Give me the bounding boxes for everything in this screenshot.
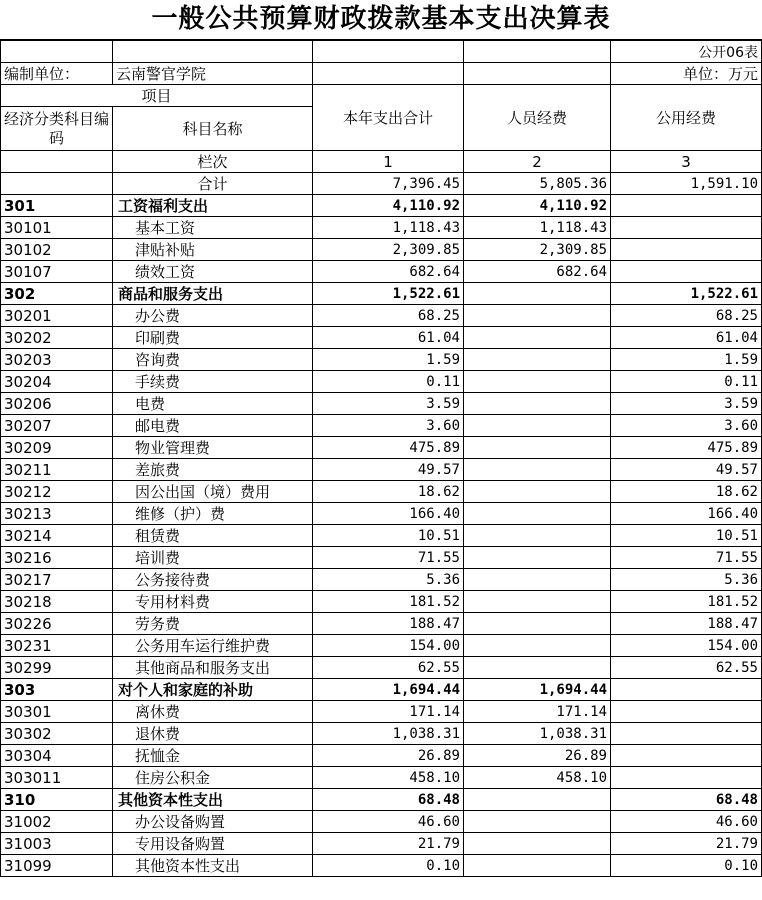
row-total: 181.52 [313, 591, 464, 613]
row-total: 49.57 [313, 459, 464, 481]
row-name: 商品和服务支出 [113, 283, 313, 305]
row-total: 3.60 [313, 415, 464, 437]
row-personnel [464, 349, 611, 371]
table-row [1, 327, 762, 349]
row-personnel [464, 305, 611, 327]
row-code: 30299 [1, 657, 113, 679]
row-code: 31002 [1, 811, 113, 833]
row-public [611, 745, 762, 767]
row-total: 71.55 [313, 547, 464, 569]
row-code: 303 [1, 679, 113, 701]
row-personnel [464, 569, 611, 591]
row-public: 71.55 [611, 547, 762, 569]
row-total: 188.47 [313, 613, 464, 635]
row-personnel: 26.89 [464, 745, 611, 767]
row-name: 办公费 [113, 305, 313, 327]
row-name: 抚恤金 [113, 745, 313, 767]
row-total: 1,038.31 [313, 723, 464, 745]
summary-personnel: 5,805.36 [464, 173, 611, 195]
table-row [1, 569, 762, 591]
table-row [1, 393, 762, 415]
row-public [611, 239, 762, 261]
row-personnel [464, 503, 611, 525]
table-row [1, 217, 762, 239]
row-personnel [464, 437, 611, 459]
row-name: 印刷费 [113, 327, 313, 349]
row-name: 手续费 [113, 371, 313, 393]
row-total: 475.89 [313, 437, 464, 459]
row-name: 专用材料费 [113, 591, 313, 613]
table-row [1, 547, 762, 569]
row-code: 30304 [1, 745, 113, 767]
row-code: 30217 [1, 569, 113, 591]
row-name: 邮电费 [113, 415, 313, 437]
column-index-1: 1 [313, 151, 464, 173]
row-public: 46.60 [611, 811, 762, 833]
row-total: 171.14 [313, 701, 464, 723]
row-public [611, 701, 762, 723]
row-public: 61.04 [611, 327, 762, 349]
table-row [1, 789, 762, 811]
row-name: 其他商品和服务支出 [113, 657, 313, 679]
row-personnel [464, 525, 611, 547]
column-index-row [1, 151, 762, 173]
row-personnel: 4,110.92 [464, 195, 611, 217]
row-total: 1,522.61 [313, 283, 464, 305]
row-name: 物业管理费 [113, 437, 313, 459]
table-row [1, 371, 762, 393]
row-code: 30202 [1, 327, 113, 349]
row-total: 166.40 [313, 503, 464, 525]
row-code: 30107 [1, 261, 113, 283]
row-code: 30102 [1, 239, 113, 261]
row-public: 166.40 [611, 503, 762, 525]
row-public [611, 195, 762, 217]
table-row [1, 437, 762, 459]
row-name: 离休费 [113, 701, 313, 723]
row-code: 30301 [1, 701, 113, 723]
row-name: 对个人和家庭的补助 [113, 679, 313, 701]
row-name: 咨询费 [113, 349, 313, 371]
row-code: 30207 [1, 415, 113, 437]
row-public: 18.62 [611, 481, 762, 503]
row-public: 10.51 [611, 525, 762, 547]
row-total: 61.04 [313, 327, 464, 349]
currency-unit: 单位：万元 [611, 63, 762, 85]
row-public [611, 217, 762, 239]
column-index-3: 3 [611, 151, 762, 173]
row-public: 0.10 [611, 855, 762, 877]
summary-public: 1,591.10 [611, 173, 762, 195]
row-total: 0.10 [313, 855, 464, 877]
row-total: 1.59 [313, 349, 464, 371]
row-personnel [464, 283, 611, 305]
header-public: 公用经费 [611, 85, 762, 151]
table-row [1, 613, 762, 635]
row-public: 68.48 [611, 789, 762, 811]
row-name: 其他资本性支出 [113, 789, 313, 811]
row-code: 30212 [1, 481, 113, 503]
row-code: 302 [1, 283, 113, 305]
row-public [611, 767, 762, 789]
header-total: 本年支出合计 [313, 85, 464, 151]
row-personnel [464, 415, 611, 437]
row-name: 住房公积金 [113, 767, 313, 789]
row-code: 30209 [1, 437, 113, 459]
row-personnel [464, 393, 611, 415]
row-public: 21.79 [611, 833, 762, 855]
row-code: 30206 [1, 393, 113, 415]
table-row [1, 723, 762, 745]
table-row [1, 195, 762, 217]
row-public: 68.25 [611, 305, 762, 327]
row-total: 4,110.92 [313, 195, 464, 217]
table-row [1, 657, 762, 679]
row-total: 10.51 [313, 525, 464, 547]
table-row [1, 591, 762, 613]
row-public [611, 723, 762, 745]
row-code: 31003 [1, 833, 113, 855]
unit-label: 编制单位： [1, 63, 113, 85]
row-code: 30203 [1, 349, 113, 371]
table-row [1, 855, 762, 877]
row-total: 5.36 [313, 569, 464, 591]
row-name: 办公设备购置 [113, 811, 313, 833]
row-personnel: 1,694.44 [464, 679, 611, 701]
row-personnel [464, 547, 611, 569]
row-public: 154.00 [611, 635, 762, 657]
row-name: 维修（护）费 [113, 503, 313, 525]
row-total: 2,309.85 [313, 239, 464, 261]
row-personnel: 1,118.43 [464, 217, 611, 239]
row-code: 30302 [1, 723, 113, 745]
table-row [1, 679, 762, 701]
row-public [611, 679, 762, 701]
row-code: 30216 [1, 547, 113, 569]
row-code: 30204 [1, 371, 113, 393]
unit-name: 云南警官学院 [113, 63, 313, 85]
header-item: 项目 [1, 85, 313, 107]
row-total: 458.10 [313, 767, 464, 789]
row-personnel: 458.10 [464, 767, 611, 789]
row-name: 其他资本性支出 [113, 855, 313, 877]
table-row [1, 525, 762, 547]
row-personnel: 682.64 [464, 261, 611, 283]
row-total: 1,694.44 [313, 679, 464, 701]
row-code: 30213 [1, 503, 113, 525]
row-personnel: 171.14 [464, 701, 611, 723]
form-number-row [1, 41, 762, 63]
row-public [611, 261, 762, 283]
row-personnel: 2,309.85 [464, 239, 611, 261]
table-row [1, 811, 762, 833]
row-personnel [464, 811, 611, 833]
header-personnel: 人员经费 [464, 85, 611, 151]
row-code: 30226 [1, 613, 113, 635]
header-name: 科目名称 [113, 107, 313, 151]
row-public: 1,522.61 [611, 283, 762, 305]
table-row [1, 349, 762, 371]
row-public: 188.47 [611, 613, 762, 635]
expenditure-table [0, 40, 762, 877]
row-public: 62.55 [611, 657, 762, 679]
row-code: 30214 [1, 525, 113, 547]
row-public: 49.57 [611, 459, 762, 481]
table-row [1, 459, 762, 481]
report-title: 一般公共预算财政拨款基本支出决算表 [0, 0, 762, 40]
row-personnel [464, 833, 611, 855]
table-row [1, 635, 762, 657]
table-row [1, 481, 762, 503]
row-name: 租赁费 [113, 525, 313, 547]
row-code: 30101 [1, 217, 113, 239]
row-personnel [464, 789, 611, 811]
row-personnel [464, 371, 611, 393]
table-row [1, 701, 762, 723]
row-total: 46.60 [313, 811, 464, 833]
summary-label: 合计 [113, 173, 313, 195]
row-public: 181.52 [611, 591, 762, 613]
table-row [1, 767, 762, 789]
row-personnel [464, 855, 611, 877]
row-code: 30218 [1, 591, 113, 613]
header-code: 经济分类科目编码 [1, 107, 113, 151]
row-name: 基本工资 [113, 217, 313, 239]
row-public: 3.59 [611, 393, 762, 415]
row-public: 475.89 [611, 437, 762, 459]
form-number: 公开06表 [611, 41, 762, 63]
row-personnel [464, 635, 611, 657]
table-row [1, 503, 762, 525]
unit-row [1, 63, 762, 85]
column-index-2: 2 [464, 151, 611, 173]
summary-row [1, 173, 762, 195]
header-row-1 [1, 85, 762, 107]
row-name: 退休费 [113, 723, 313, 745]
row-personnel [464, 459, 611, 481]
row-code: 301 [1, 195, 113, 217]
row-code: 31099 [1, 855, 113, 877]
table-row [1, 833, 762, 855]
row-code: 303011 [1, 767, 113, 789]
row-public: 3.60 [611, 415, 762, 437]
row-total: 26.89 [313, 745, 464, 767]
row-name: 培训费 [113, 547, 313, 569]
row-public: 1.59 [611, 349, 762, 371]
row-name: 绩效工资 [113, 261, 313, 283]
table-row [1, 415, 762, 437]
table-row [1, 239, 762, 261]
table-row [1, 283, 762, 305]
summary-total: 7,396.45 [313, 173, 464, 195]
row-total: 21.79 [313, 833, 464, 855]
row-total: 68.25 [313, 305, 464, 327]
table-row [1, 745, 762, 767]
row-name: 电费 [113, 393, 313, 415]
row-total: 682.64 [313, 261, 464, 283]
row-name: 公务用车运行维护费 [113, 635, 313, 657]
row-personnel: 1,038.31 [464, 723, 611, 745]
row-total: 62.55 [313, 657, 464, 679]
row-name: 差旅费 [113, 459, 313, 481]
row-total: 68.48 [313, 789, 464, 811]
row-name: 工资福利支出 [113, 195, 313, 217]
table-row [1, 261, 762, 283]
row-personnel [464, 481, 611, 503]
row-name: 劳务费 [113, 613, 313, 635]
row-personnel [464, 327, 611, 349]
row-total: 1,118.43 [313, 217, 464, 239]
row-code: 30231 [1, 635, 113, 657]
row-name: 因公出国（境）费用 [113, 481, 313, 503]
column-index-label: 栏次 [113, 151, 313, 173]
row-code: 310 [1, 789, 113, 811]
row-name: 专用设备购置 [113, 833, 313, 855]
row-personnel [464, 657, 611, 679]
row-personnel [464, 591, 611, 613]
row-total: 154.00 [313, 635, 464, 657]
row-name: 津贴补贴 [113, 239, 313, 261]
row-total: 3.59 [313, 393, 464, 415]
row-total: 18.62 [313, 481, 464, 503]
table-row [1, 305, 762, 327]
row-public: 5.36 [611, 569, 762, 591]
row-code: 30201 [1, 305, 113, 327]
row-total: 0.11 [313, 371, 464, 393]
row-code: 30211 [1, 459, 113, 481]
row-personnel [464, 613, 611, 635]
row-name: 公务接待费 [113, 569, 313, 591]
row-public: 0.11 [611, 371, 762, 393]
